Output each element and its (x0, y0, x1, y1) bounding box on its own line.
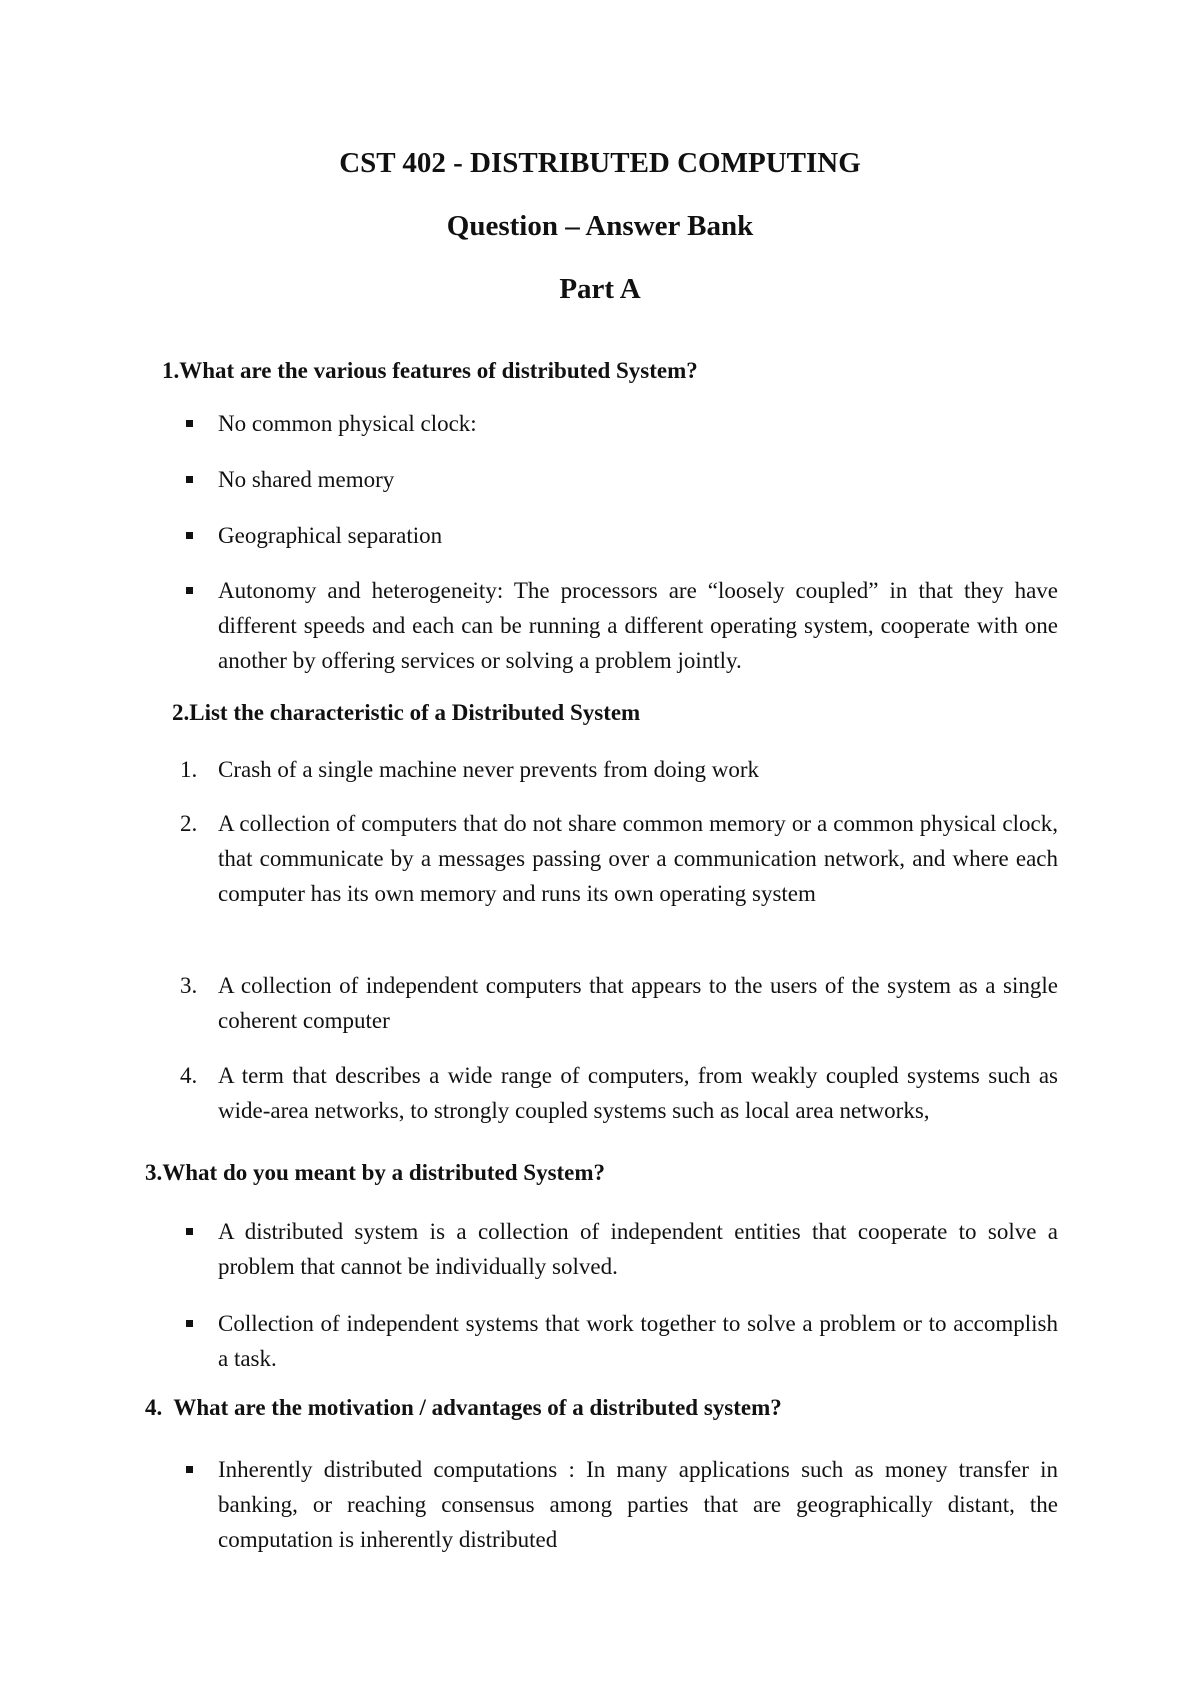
list-number: 4. (180, 1063, 198, 1088)
question-2-heading: 2.List the characteristic of a Distributed System (172, 700, 641, 725)
question-1-heading: 1.What are the various features of distributed System? (162, 358, 698, 383)
question-1-item-2: No shared memory (218, 467, 395, 492)
question-2-item-4: A term that describes a wide range of computers, from weakly coupled systems such as wide-area networks, to strongly coupled systems such as local area networks, (218, 1063, 1058, 1123)
question-2-item-3: A collection of independent computers that appears to the users of the system as a single coherent computer (218, 973, 1058, 1033)
part-heading: Part A (559, 273, 641, 305)
list-number: 2. (180, 811, 198, 836)
question-3-item-1: A distributed system is a collection of independent entities that cooperate to solve a problem that cannot be individually solved. (218, 1219, 1058, 1279)
question-4-heading: 4. What are the motivation / advantages of a distributed system? (145, 1395, 782, 1420)
question-4-item-1: Inherently distributed computations : In many applications such as money transfer in banking, or reaching consensus among parties that are geographically distant, the computation is inherently distributed (218, 1457, 1058, 1552)
question-1-item-3: Geographical separation (218, 523, 443, 548)
question-3-heading: 3.What do you meant by a distributed System? (145, 1160, 606, 1185)
list-number: 3. (180, 973, 198, 998)
question-2-item-1: Crash of a single machine never prevents from doing work (218, 757, 759, 782)
document-subtitle: Question – Answer Bank (446, 210, 754, 242)
question-2-item-2: A collection of computers that do not share common memory or a common physical clock, that communicate by a messages passing over a communication network, and where each computer has its own memory and runs its own operating system (218, 811, 1058, 906)
question-1-item-1: No common physical clock: (218, 411, 477, 436)
list-number: 1. (180, 757, 198, 782)
question-1-item-4: Autonomy and heterogeneity: The processors are “loosely coupled” in that they have different speeds and each can be running a different operating system, cooperate with one another by offering services or solving a problem jointly. (218, 578, 1058, 673)
document-title: CST 402 - DISTRIBUTED COMPUTING (339, 147, 861, 179)
question-3-item-2: Collection of independent systems that work together to solve a problem or to accomplish a task. (218, 1311, 1058, 1371)
